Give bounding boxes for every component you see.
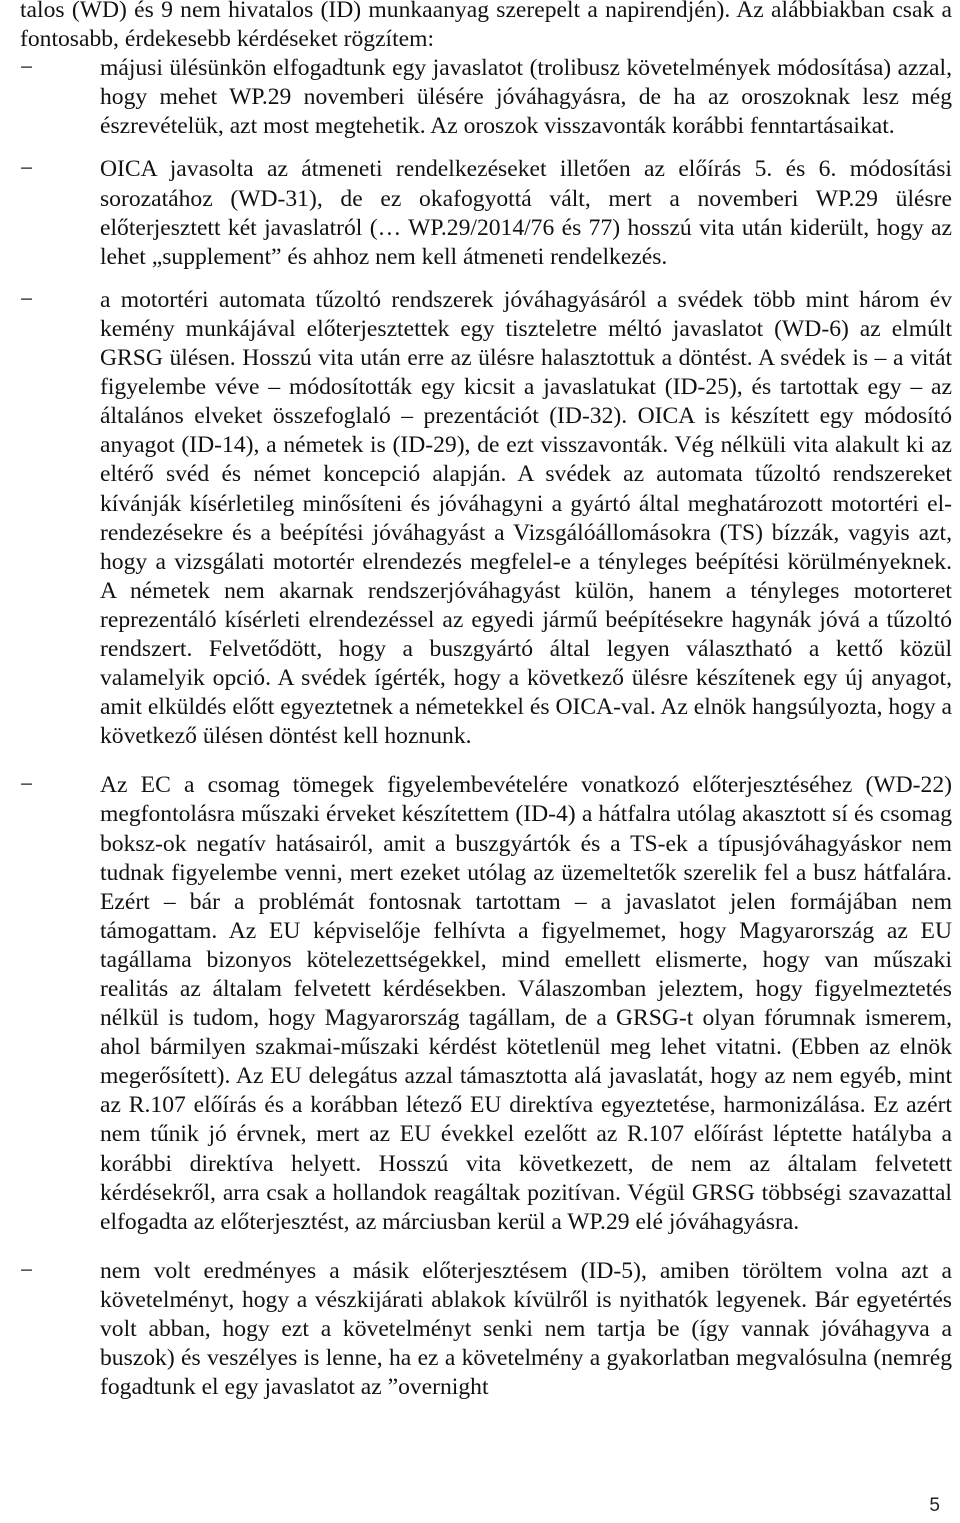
list-item-text: nem volt eredményes a másik előterjesztésem (ID-5), amiben töröltem volna azt a követelményt, hogy a vészkijárati ablakok kívülről is nyithatók legyenek. Bár egyetértés volt abban, hogy ezt a követelményt senki nem tartja be (így vannak jóváhagyva a buszok) és veszélyes is lenne, ha ez a követelmény a gyakorlatban megvalósulna (nemrég fogadtunk el egy javaslatot az ”overnight [100,1257,952,1401]
list-item-text: májusi ülésünkön elfogadtunk egy javaslatot (trolibusz követelmények módosítása) azzal, hogy mehet WP.29 novemberi ülésére jóváhagyásra, de ha az oroszoknak lesz még észrevételük, azt most megtehetik. Az oroszok visszavonták korábbi fenntartásaikat. [100,55,952,140]
bullet-list [20,54,952,1402]
intro-paragraph: talos (WD) és 9 nem hivatalos (ID) munkaanyag szerepelt a napirendjén). Az alábbiakban csak a fontosabb, érdekesebb kérdéseket rögzítem: [20,0,952,53]
list-item-text: OICA javasolta az átmeneti rendelkezéseket illetően az előírás 5. és 6. módosítási sorozatához (WD-31), de ez okafogyottá vált, mert a novemberi WP.29 ülésre előterjesztett két javaslatról (… WP.29/2014/76 és 77) hosszú vita után kiderült, hogy az lehet „supplement” és ahhoz nem kell átmeneti rendelkezés. [100,156,952,270]
page-number: 5 [929,1495,940,1516]
list-item [20,1257,952,1402]
list-item [20,155,952,271]
list-item [20,771,952,1237]
list-item [20,286,952,752]
list-item [20,54,952,141]
document-body [20,0,952,1402]
list-item-text: a motortéri automata tűzoltó rendszerek jóváhagyásáról a svédek több mint három év kemény munkájával előterjesztettek egy tiszteletre méltó javaslatot (WD-6) az elmúlt GRSG ülésen. Hosszú vita után erre az ülésre halasztottuk a döntést. A svédek is – a vitát figyelembe véve – módosították egy kicsit a javaslatukat (ID-25), és tartottak egy – az általános elveket összefoglaló – prezentációt (ID-32). OICA is készített egy módosító anyagot (ID-14), a németek is (ID-29), de ezt visszavonták. Vég nélküli vita alakult ki az eltérő svéd és német koncepció alapján. A svédek az automata tűzoltó rendszereket kívánják kísérletileg minősíteni és jóváhagyni a gyártó által meghatározott motortéri elrendezésekre és a beépítési jóváhagyást a Vizsgálóállomásokra (TS) bízzák, vagyis azt, hogy a vizsgálati motortér elrendezés megfelel-e a tényleges beépítési körülményeknek. A németek nem akarnak rendszerjóváhagyást külön, hanem a tényleges motorteret reprezentáló kísérleti elrendezéssel az egyedi jármű beépítésekre hagynák jóvá a tűzoltó rendszert. Felvetődött, hogy a buszgyártó által legyen választható a kettő közül valamelyik opció. A svédek ígérték, hogy a következő ülésre készítenek egy új anyagot, amit elküldés előtt egyeztetnek a németekkel és OICA-val. Az elnök hangsúlyozta, hogy a következő ülésen döntést kell hoznunk. [100,286,952,750]
bullet-dash: − [20,1257,34,1284]
bullet-dash: − [20,286,34,313]
bullet-dash: − [20,55,34,82]
list-item-text: Az EC a csomag tömegek figyelembevételére vonatkozó előterjesztéséhez (WD-22) megfontolásra műszaki érveket készítettem (ID-4) a hátfalra utólag akasztott sí és csomag boksz-ok negatív hatásairól, amit a buszgyártók és a TS-ek a típusjóváhagyáskor nem tudnak figyelembe venni, mert ezeket utólag az üzemeltetők szerelik fel a busz hátfalára. Ezért – bár a problémát fontosnak tartottam – a javaslatot jelen formájában nem támogattam. Az EU képviselője felhívta a figyelmemet, hogy Magyarország az EU tagállama bizonyos kötelezettségekkel, mind emellett elismerte, hogy van műszaki realitás az általam felvetett kérdésekben. Válaszomban jeleztem, hogy figyelmeztetés nélkül is tudom, hogy Magyarország tagállam, de a GRSG-t olyan fórumnak ismerem, ahol bármilyen szakmai-műszaki kérdést kötetlenül meg lehet vitatni. (Ebben az elnök megerősített). Az EU delegátus azzal támasztotta alá javaslatát, hogy az nem egyéb, mint az R.107 előírás és a korábban létező EU direktíva egyeztetése, harmonizálása. Ez azért nem tűnik jó érvnek, mert az EU évekkel ezelőtt az R.107 előírást léptette hatályba a korábbi direktíva helyett. Hosszú vita következett, de nem az általam felvetett kérdésekről, arra csak a hollandok reagáltak pozitívan. Végül GRSG többségi szavazattal elfogadta az előterjesztést, az márciusban kerül a WP.29 elé jóváhagyásra. [100,772,952,1235]
bullet-dash: − [20,156,34,183]
bullet-dash: − [20,772,34,799]
